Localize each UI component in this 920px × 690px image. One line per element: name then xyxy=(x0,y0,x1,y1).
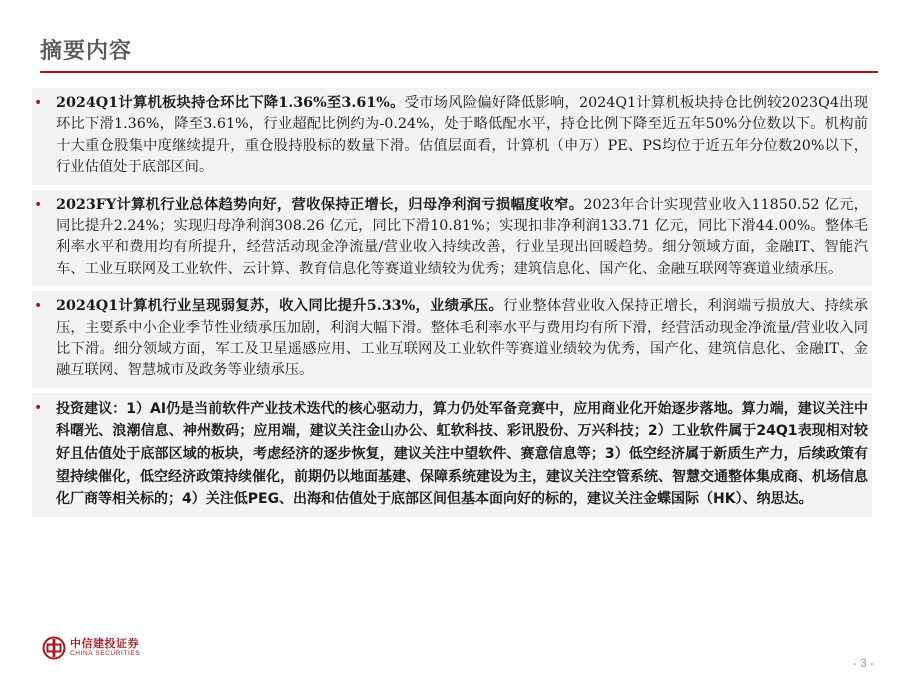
bullet-lead: 2024Q1计算机行业呈现弱复苏，收入同比提升5.33%，业绩承压。 xyxy=(56,298,504,315)
bullet-dot-icon: • xyxy=(34,298,43,315)
bullet-item-investment-advice xyxy=(32,393,872,517)
page-number: - 3 - xyxy=(852,656,874,670)
bullet-item xyxy=(32,88,872,185)
bullet-item xyxy=(32,291,872,388)
brand-logo xyxy=(42,636,140,660)
bullet-lead: 2024Q1计算机板块持仓环比下降1.36%至3.61%。 xyxy=(56,95,405,111)
bullet-lead: 2023FY计算机行业总体趋势向好，营收保持正增长，归母净利润亏损幅度收窄。 xyxy=(56,196,584,213)
bullet-body: 受市场风险偏好降低影响，2024Q1计算机板块持仓比例较2023Q4出现环比下滑1.36%，降至3.61%，行业超配比例约为-0.24%，处于略低配水平，持仓比例下降至近五年50%分位数以下。机构前十大重仓股集中度继续提升，重仓股持股标的数量下滑。估值层面看，计算机（申万）PE、PS均位于近五年分位数20%以下，行业估值处于底部区间。 xyxy=(56,95,868,176)
bullet-dot-icon: • xyxy=(34,95,43,111)
bullet-body: 2023年合计实现营业收入11850.52 亿元，同比提升2.24%；实现归母净利润308.26 亿元，同比下滑10.81%；实现扣非净利润133.71 亿元，同比下滑44.00%。整体毛利率水平和费用均有所提升，经营活动现金净流量/营业收入持续改善，行业呈现出回暖趋势。细分领域方面，金融IT、智能汽车、工业互联网及工业软件、云计算、教育信息化等赛道业绩较为优秀；建筑信息化、国产化、金融互联网等赛道业绩承压。 xyxy=(56,196,868,277)
bullet-dot-icon: • xyxy=(34,196,43,213)
bullet-dot-icon: • xyxy=(34,399,43,416)
bullet-item xyxy=(32,190,872,287)
summary-content xyxy=(32,88,872,522)
bullet-body: 行业整体营业收入保持正增长，利润端亏损放大、持续承压，主要系中小企业季节性业绩承压加剧，利润大幅下滑。整体毛利率水平与费用均有所下滑，经营活动现金净流量/营业收入同比下滑。细分领域方面，军工及卫星遥感应用、工业互联网及工业软件等赛道业绩较为优秀，国产化、建筑信息化、金融IT、金融互联网、智慧城市及政务等业绩承压。 xyxy=(56,298,868,379)
investment-advice-text: 投资建议：1）AI仍是当前软件产业技术迭代的核心驱动力，算力仍处军备竞赛中，应用商业化开始逐步落地。算力端，建议关注中科曙光、浪潮信息、神州数码；应用端，建议关注金山办公、虹软科技、彩讯股份、万兴科技；2）工业软件属于24Q1表现相对较好且估值处于底部区域的板块，考虑经济的逐步恢复，建议关注中望软件、赛意信息等；3）低空经济属于新质生产力，后续政策有望持续催化，低空经济政策持续催化，前期仍以地面基建、保障系统建设为主，建议关注空管系统、智慧交通整体集成商、机场信息化厂商等相关标的；4）关注低PEG、出海和估值处于底部区间但基本面向好的标的，建议关注金蝶国际（HK）、纳思达。 xyxy=(56,400,868,508)
citic-logo-icon xyxy=(42,636,66,660)
brand-name-en: CHINA SECURITIES xyxy=(70,650,141,658)
page-title: 摘要内容 xyxy=(40,39,133,64)
title-divider xyxy=(40,71,878,73)
brand-name-cn: 中信建投证券 xyxy=(70,637,139,651)
